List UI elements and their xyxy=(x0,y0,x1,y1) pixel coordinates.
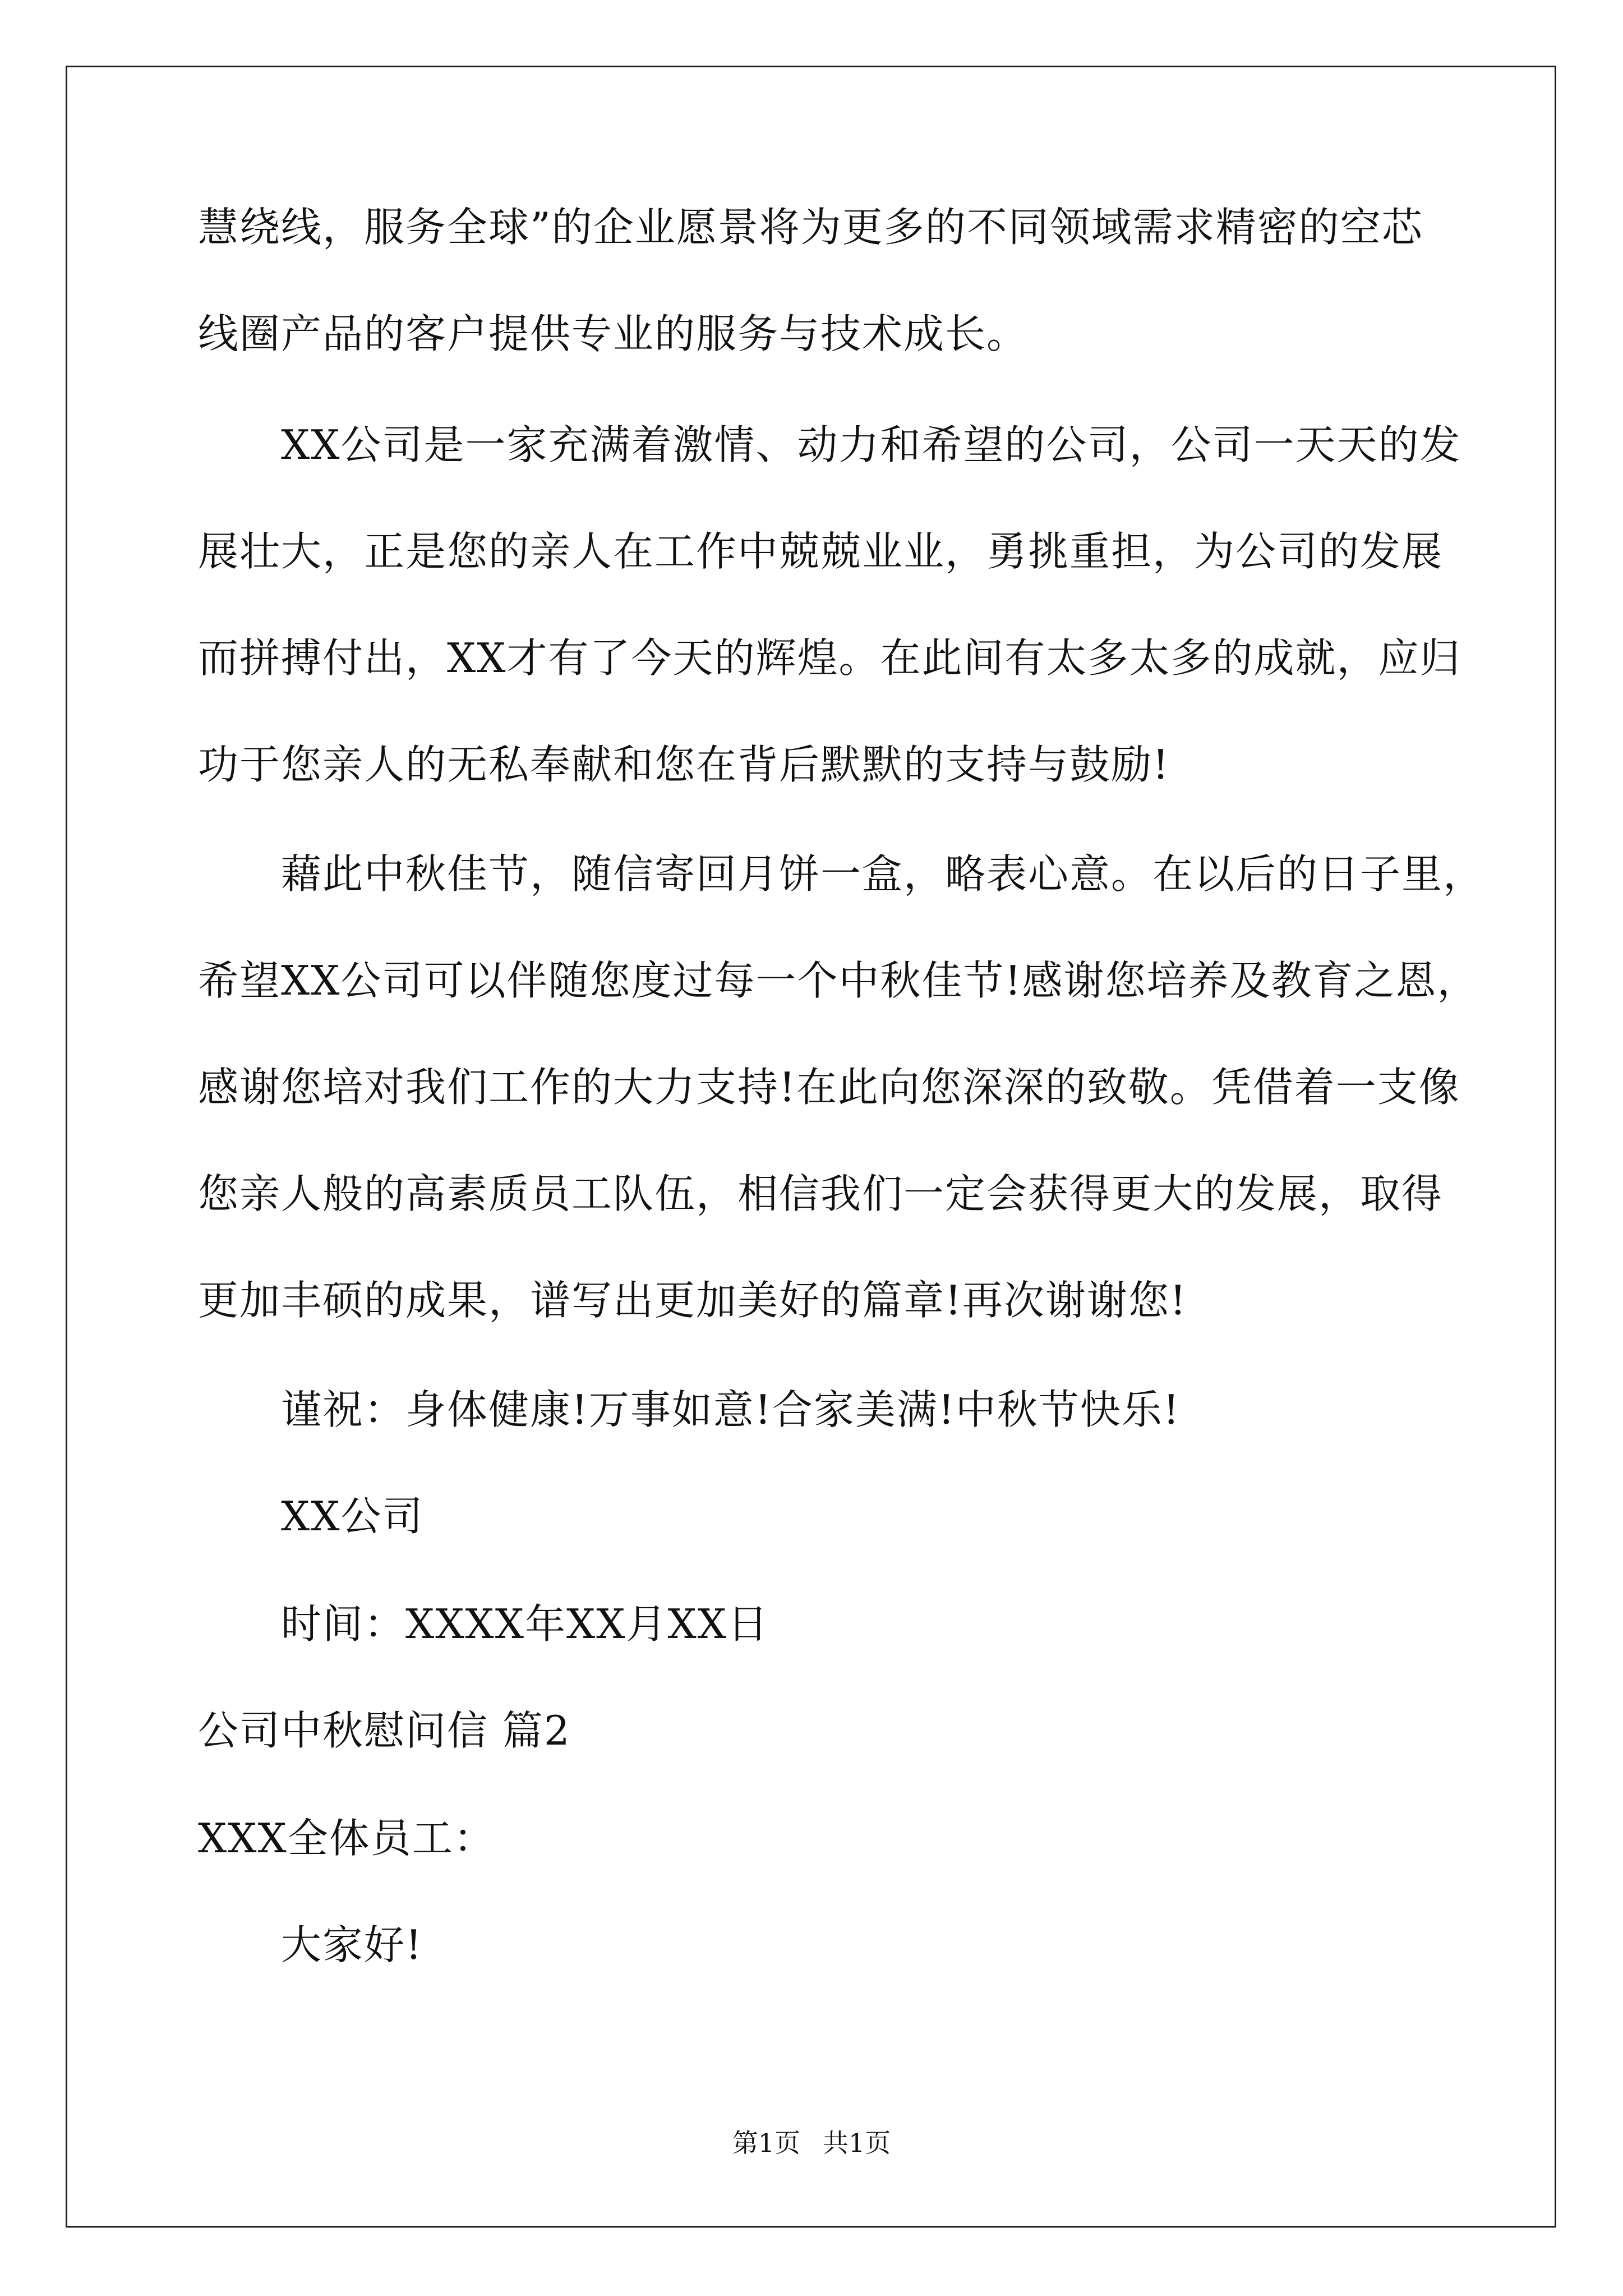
text-line: 希望XX公司可以伴随您度过每一个中秋佳节!感谢您培养及教育之恩， xyxy=(198,957,1479,1004)
text-line: 功于您亲人的无私奉献和您在背后默默的支持与鼓励! xyxy=(198,741,1170,788)
page-number: 第1页 xyxy=(732,2128,800,2158)
text-line: 您亲人般的高素质员工队伍，相信我们一定会获得更大的发展，取得 xyxy=(198,1170,1444,1217)
closing-wish: 谨祝：身体健康!万事如意!合家美满!中秋节快乐! xyxy=(281,1386,1181,1433)
text-line: 而拼搏付出，XX才有了今天的辉煌。在此间有太多太多的成就，应归 xyxy=(198,634,1461,682)
page-border xyxy=(66,66,1556,2228)
text-line: 展壮大，正是您的亲人在工作中兢兢业业，勇挑重担，为公司的发展 xyxy=(198,528,1444,575)
page-total: 共1页 xyxy=(823,2128,891,2158)
salutation: XXX全体员工： xyxy=(198,1815,495,1862)
text-line: 慧绕线，服务全球”的企业愿景将为更多的不同领域需求精密的空芯 xyxy=(198,204,1423,251)
section-heading: 公司中秋慰问信 篇2 xyxy=(198,1707,571,1754)
text-line: 藉此中秋佳节，随信寄回月饼一盒，略表心意。在以后的日子里， xyxy=(281,850,1485,898)
text-line: XX公司是一家充满着激情、动力和希望的公司，公司一天天的发 xyxy=(281,421,1461,468)
greeting: 大家好! xyxy=(281,1921,423,1968)
text-line: 感谢您培对我们工作的大力支持!在此向您深深的致敬。凭借着一支像 xyxy=(198,1064,1460,1111)
text-line: 线圈产品的客户提供专业的服务与技术成长。 xyxy=(198,310,1029,357)
signature-company: XX公司 xyxy=(281,1493,424,1540)
text-line: 更加丰硕的成果，谱写出更加美好的篇章!再次谢谢您! xyxy=(198,1277,1187,1324)
signature-date: 时间：XXXX年XX月XX日 xyxy=(281,1600,769,1648)
page-footer xyxy=(0,2126,1623,2160)
